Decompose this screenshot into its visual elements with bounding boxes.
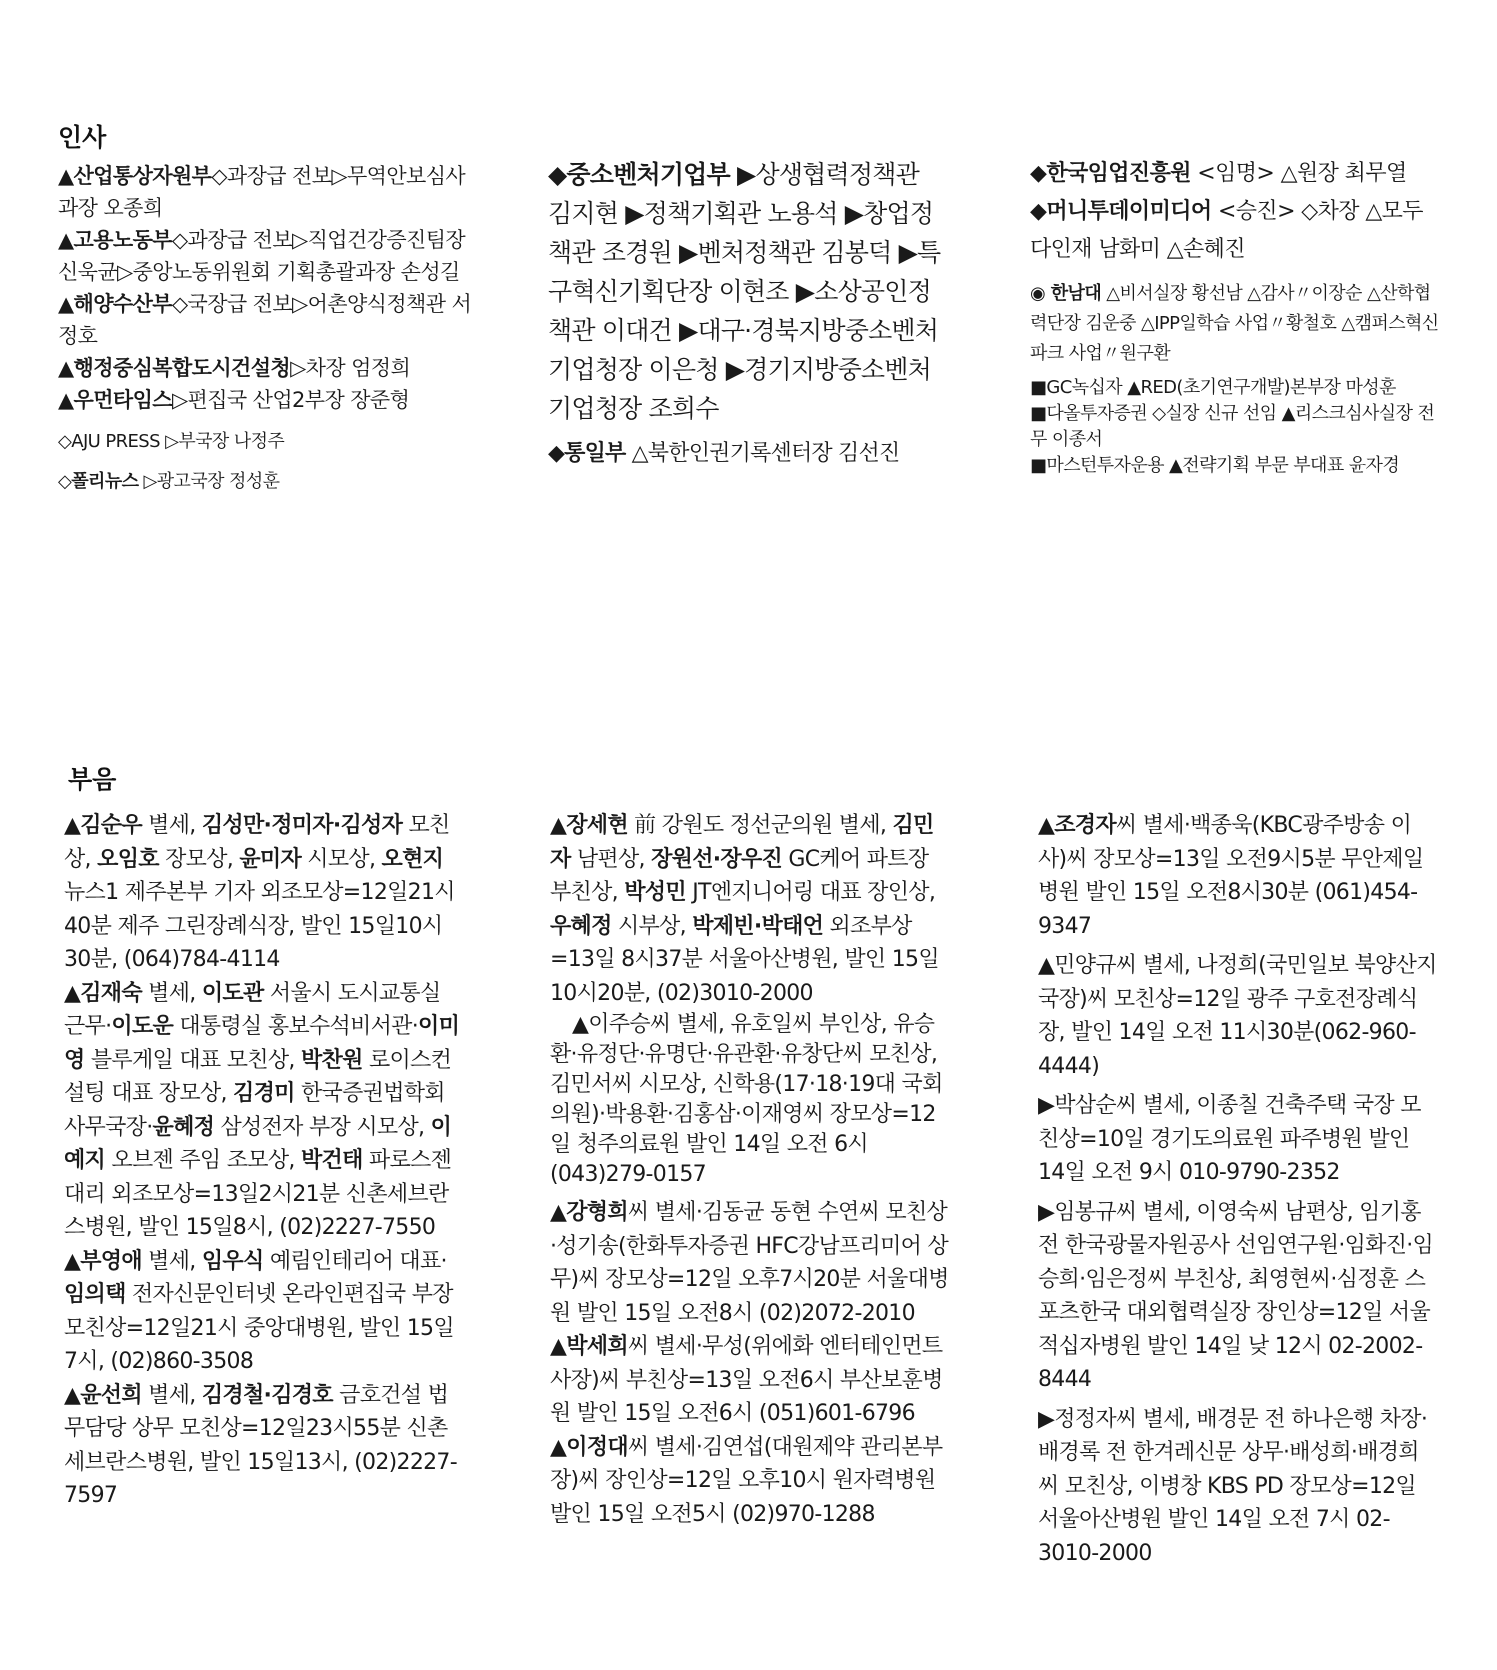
entry-text: (17·18·19대 국회의원)· <box>550 1072 943 1127</box>
entry-text: ▷편집국 산업2부장 장준형 <box>171 388 410 412</box>
org-name: ◆중소벤처기업부 <box>548 160 730 189</box>
org-name: ◇AJU PRESS <box>58 431 160 452</box>
entry-text: ◇실장 신규 선임 ▲리스크심사실장 전무 이종서 <box>1030 403 1435 450</box>
entry-text: 씨 별세·백종욱(KBC광주방송 이사)씨 장모상=13일 오전9시5분 무안제일병원 발인 15일 오전8시30분 (061)454-9347 <box>1038 813 1424 939</box>
obituary-entry <box>64 1245 466 1379</box>
person-name: 이미영 <box>64 1014 460 1073</box>
entry-text: 블루게일 대표 모친상, <box>84 1047 301 1073</box>
entry-text: 한국증권법학회 사무국장· <box>64 1081 445 1140</box>
appointment-entry <box>58 428 478 456</box>
entry-text: 박용환·김홍삼·이재영씨 <box>605 1102 824 1127</box>
entry-text: 부인상, <box>812 1012 894 1037</box>
entry-text: 서울시 도시교통실 근무· <box>64 980 441 1039</box>
person-name: ▲강형희 <box>550 1200 628 1225</box>
entry-text: 별세, 이영숙씨 남편상, 임기홍 전 한국광물자원공사 선임연구원·임화진·임승희·임은정씨 부친상, 최영현씨·심정훈 스포츠한국 대외협력실장 장인상=12일 서울적십자병원 발인 14일 낮 12시 02-2002-8444 <box>1038 1199 1434 1392</box>
entry-text: 별세, <box>141 1382 202 1408</box>
person-name: 김경철·김경호 <box>201 1382 333 1408</box>
entry-text: ▶정정자씨 <box>1038 1406 1137 1432</box>
entry-text: △북한인권기록센터장 김선진 <box>625 441 900 466</box>
appointment-entry <box>548 438 948 470</box>
obituary-entry <box>550 1196 950 1330</box>
appointment-entry <box>58 224 478 288</box>
obituary-entry <box>1038 1403 1438 1571</box>
entry-text: 씨 별세·김동균 동현 수연씨 모친상·성기송(한화투자증권 HFC강남프리미어 상무)씨 장모상=12일 오후7시20분 서울대병원 발인 15일 오전8시 (02)2072-2010 <box>550 1200 949 1326</box>
person-name: ▲이정대 <box>550 1434 628 1460</box>
entry-text: ▷부국장 나정주 <box>159 431 285 452</box>
person-name: ▲김순우 <box>64 813 142 838</box>
entry-text: ◇국장급 전보▷어촌양식정책관 서정호 <box>58 292 472 348</box>
entry-text: ▲RED(초기연구개발)본부장 마성훈 <box>1122 377 1396 398</box>
person-name: 박성민 <box>624 880 686 905</box>
entry-text: GC케어 파트장 부친상, <box>550 846 929 905</box>
org-name: ■다올투자증권 <box>1030 403 1148 424</box>
appointment-entry <box>1030 401 1440 453</box>
obituaries-heading: 부음 <box>68 765 117 794</box>
entry-text: 파로스젠 대리 외조모상=13일2시21분 신촌세브란스병원, 발인 15일8시, (02)2227-7550 <box>64 1148 452 1240</box>
org-name: ▲고용노동부 <box>58 228 172 252</box>
org-name: ◆한국임업진흥원 <box>1030 161 1191 186</box>
obituary-entry <box>1038 809 1438 943</box>
obituaries-column-1 <box>64 809 466 1513</box>
obituary-entry <box>64 1379 466 1513</box>
appointment-entry <box>58 468 478 496</box>
entry-text: JT엔지니어링 대표 장인상, <box>685 880 936 905</box>
entry-text: ▲이주승씨 <box>572 1012 671 1037</box>
person-name: ▲장세현 <box>550 813 628 838</box>
entry-text: 별세, <box>141 1248 202 1274</box>
appointments-column-3 <box>1030 155 1440 479</box>
person-name: 오임호 <box>97 846 159 872</box>
appointment-entry <box>58 288 478 352</box>
entry-text: 시모상, <box>632 1072 713 1097</box>
person-name: 박건태 <box>301 1148 363 1173</box>
appointment-entry <box>1030 155 1440 193</box>
person-name: 오현지 <box>381 846 444 872</box>
person-name: 김성만·정미자·김성자 <box>201 813 403 838</box>
person-name: 윤미자 <box>239 846 301 872</box>
person-name: 박찬원 <box>301 1047 363 1073</box>
obituary-entry <box>1038 949 1438 1083</box>
person-name: 임우식 <box>201 1248 264 1274</box>
entry-text: 로이스컨설팅 대표 장모상, <box>64 1047 452 1106</box>
appointment-entry <box>1030 375 1440 401</box>
person-name: ▲박세희 <box>550 1334 628 1359</box>
obituaries-column-3 <box>1038 809 1438 1570</box>
entry-text: 씨 별세·무성(위에화 엔터테인먼트 사장)씨 부친상=13일 오전6시 부산보훈병원 발인 15일 오전6시 (051)601-6796 <box>550 1334 943 1426</box>
entry-text: 시모상, <box>301 846 382 872</box>
appointments-heading: 인사 <box>58 123 107 152</box>
obituary-entry <box>550 809 950 1010</box>
person-name: 김민자 <box>550 813 934 872</box>
entry-text: 시부상, <box>611 913 693 939</box>
person-name: 김경미 <box>233 1081 295 1106</box>
appointment-entry <box>1030 193 1440 269</box>
org-name: ▲행정중심복합도시건설청 <box>58 356 291 380</box>
org-name: ▲산업통상자원부 <box>58 164 212 188</box>
entry-text: 남편상, <box>570 846 652 872</box>
person-name: 우혜정 <box>550 913 612 939</box>
org-name: ◇폴리뉴스 <box>58 471 139 492</box>
entry-text: ▶박삼순씨 <box>1038 1093 1137 1118</box>
entry-text: 예림인테리어 대표· <box>263 1248 447 1274</box>
appointments-column-2 <box>548 155 948 470</box>
entry-text: 삼성전자 부장 시모상, <box>214 1114 431 1140</box>
entry-text: 금호건설 법무담당 상무 모친상=12일23시55분 신촌세브란스병원, 발인 15일13시, (02)2227-7597 <box>64 1382 457 1508</box>
entry-text: ▲민양규씨 <box>1038 953 1137 978</box>
org-name: ■마스턴투자운용 <box>1030 455 1164 476</box>
person-name: 이예지 <box>64 1114 452 1173</box>
entry-text: 모친상, <box>862 1042 938 1067</box>
person-name: 이도관 <box>201 980 264 1006</box>
entry-text: 별세, 이종칠 건축주택 국장 모친상=10일 경기도의료원 파주병원 발인 14일 오전 9시 010-9790-2352 <box>1038 1093 1421 1185</box>
person-name: 이도운 <box>111 1014 174 1039</box>
entry-text: 대통령실 홍보수석비서관· <box>173 1014 419 1039</box>
entry-text: ▶임봉규씨 <box>1038 1199 1137 1225</box>
obituary-entry <box>64 977 466 1245</box>
person-name: 윤혜정 <box>152 1114 215 1140</box>
entry-text: 씨 별세·김연섭(대원제약 관리본부장)씨 장인상=12일 오후10시 원자력병원 발인 15일 오전5시 (02)970-1288 <box>550 1434 943 1527</box>
entry-text: 별세, <box>141 813 202 838</box>
entry-text: 별세, <box>141 980 202 1006</box>
entry-text: 뉴스1 제주본부 기자 외조모상=12일21시40분 제주 그린장례식장, 발인 15일10시30분, (064)784-4114 <box>64 880 455 972</box>
entry-text: 오브젠 주임 조모상, <box>105 1148 301 1173</box>
entry-text: <임명> △원장 최무열 <box>1190 161 1407 186</box>
appointment-entry <box>58 160 478 224</box>
entry-text: 모친상, <box>64 813 450 872</box>
org-name: ▲해양수산부 <box>58 292 172 316</box>
appointment-entry <box>1030 279 1440 369</box>
org-name: ◆머니투데이미디어 <box>1030 199 1212 224</box>
entry-text: 별세, <box>670 1012 731 1037</box>
org-name: ◆통일부 <box>548 441 626 466</box>
entry-text: ▲전략기획 부문 부대표 윤자경 <box>1163 455 1400 476</box>
obituary-entry <box>1038 1089 1438 1190</box>
appointment-entry <box>58 352 478 384</box>
entry-text: 유호일씨 <box>730 1012 813 1037</box>
entry-text: △비서실장 황선남 △감사〃이장순 △산학협력단장 김운중 △IPP일학습 사업〃황철호 △캠퍼스혁신파크 사업〃원구환 <box>1030 283 1439 364</box>
person-name: 장원선·장우진 <box>651 846 783 872</box>
entry-text: 前 강원도 정선군의원 별세, <box>627 813 893 838</box>
entry-text: ▷광고국장 정성훈 <box>138 471 280 492</box>
entry-text: 장모상=12일 청주의료원 발인 14일 오전 6시 (043)279-0157 <box>550 1102 936 1187</box>
entry-text: ▶상생협력정책관 김지현 ▶정책기획관 노용석 ▶창업정책관 조경원 ▶벤처정책관 김봉덕 ▶특구혁신기획단장 이현조 ▶소상공인정책관 이대건 ▶대구·경북지방중소벤처기업청장 이은청 ▶경기지방중소벤처기업청장 조희수 <box>548 160 941 423</box>
obituaries-column-2 <box>550 809 950 1531</box>
entry-text: 별세, 배경문 전 하나은행 차장·배경록 전 한겨레신문 상무·배성희·배경희씨 모친상, 이병창 KBS PD 장모상=12일 서울아산병원 발인 14일 오전 7시 02-3010-2000 <box>1038 1406 1428 1566</box>
person-name: ▲조경자 <box>1038 813 1116 838</box>
entry-text: 전자신문인터넷 온라인편집국 부장 모친상=12일21시 중앙대병원, 발인 15일7시, (02)860-3508 <box>64 1282 454 1374</box>
appointment-entry <box>1030 453 1440 479</box>
obituary-entry <box>550 1010 950 1190</box>
entry-text: 김민서씨 <box>550 1072 633 1097</box>
obituary-entry <box>550 1330 950 1431</box>
appointments-column-1 <box>58 160 478 496</box>
entry-text: ▷차장 엄정희 <box>290 356 411 380</box>
org-name: ▲우먼타임스 <box>58 388 172 412</box>
org-name: ■GC녹십자 <box>1030 377 1123 398</box>
entry-text: ◇과장급 전보▷직업건강증진팀장 신욱균▷중앙노동위원회 기획총괄과장 손성길 <box>58 228 466 284</box>
person-name: 박제빈·박태언 <box>692 913 824 939</box>
obituary-entry <box>64 809 466 977</box>
appointment-entry <box>548 155 948 428</box>
entry-text: 외조부상=13일 8시37분 서울아산병원, 발인 15일10시20분, (02)3010-2000 <box>550 913 939 1006</box>
person-name: ▲김재숙 <box>64 980 142 1006</box>
person-name: ▲부영애 <box>64 1248 142 1274</box>
obituary-entry <box>550 1431 950 1532</box>
obituary-entry <box>1038 1196 1438 1397</box>
entry-text: 별세, 나정희(국민일보 북양산지국장)씨 모친상=12일 광주 구호전장례식장, 발인 14일 오전 11시30분(062-960-4444) <box>1038 953 1437 1079</box>
person-name: ▲윤선희 <box>64 1382 142 1408</box>
person-name: 임의택 <box>64 1282 126 1307</box>
entry-text: 유승환·유정단·유명단·유관환·유창단씨 <box>550 1012 935 1067</box>
entry-text: ◇과장급 전보▷무역안보심사과장 오종희 <box>58 164 466 220</box>
entry-text: 장모상, <box>158 846 240 872</box>
entry-text: 신학용 <box>712 1072 775 1097</box>
entry-text: <승진> ◇차장 △모두다인재 남화미 △손혜진 <box>1030 199 1423 262</box>
org-name: ◉ 한남대 <box>1030 283 1102 304</box>
appointment-entry <box>58 384 478 416</box>
